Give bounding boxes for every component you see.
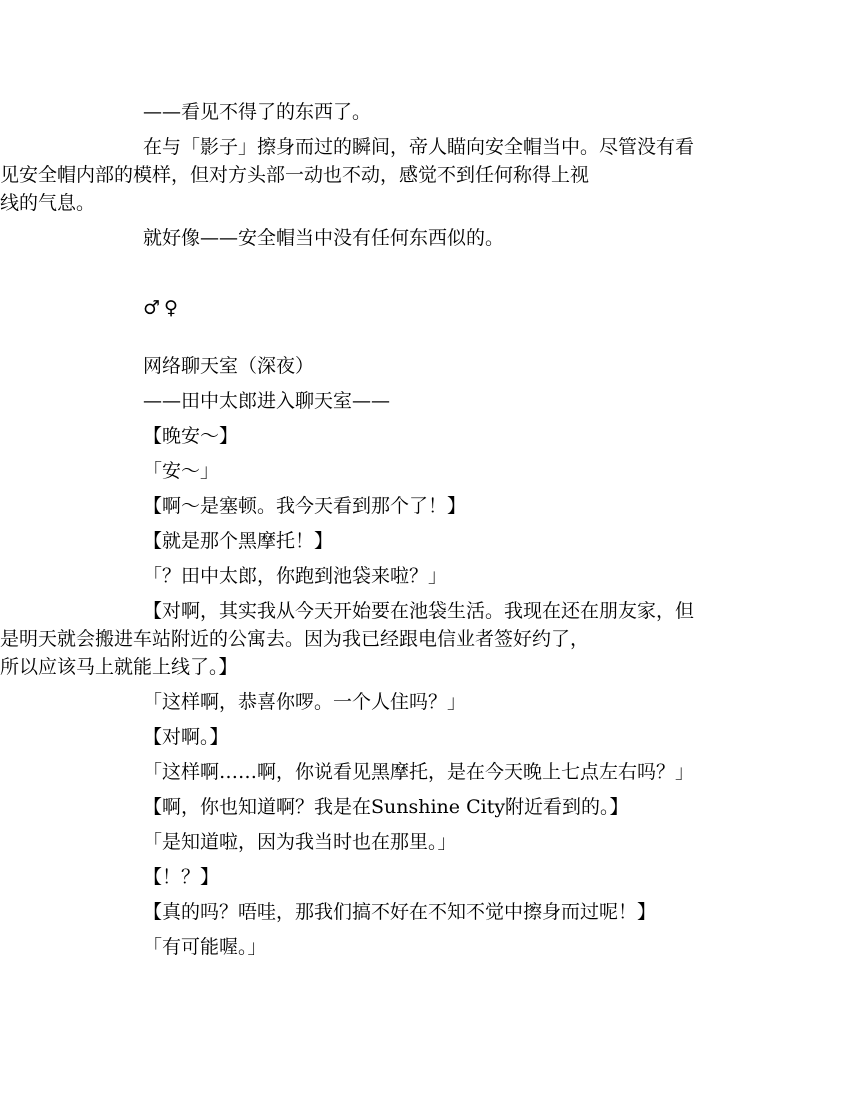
chat-message-3: 【啊～是塞顿。我今天看到那个了！】 xyxy=(143,495,467,517)
chat-message-12: 【！？】 xyxy=(143,866,220,888)
chat-message-14: 「有可能喔。」 xyxy=(143,936,267,958)
chat-room-heading: 网络聊天室（深夜） xyxy=(143,355,315,377)
chat-message-6 xyxy=(0,597,748,681)
chat-message-8: 【对啊。】 xyxy=(143,726,229,748)
chat-message-1: 【晚安～】 xyxy=(143,425,239,447)
paragraph-2-line-3: 线的气息。 xyxy=(0,192,96,214)
document-body xyxy=(0,98,748,961)
chat-message-2: 「安～」 xyxy=(143,460,220,482)
chat-message-9: 「这样啊……啊，你说看见黑摩托，是在今天晚上七点左右吗？」 xyxy=(143,761,695,783)
chat-message-11: 「是知道啦，因为我当时也在那里。」 xyxy=(143,831,457,853)
chat-message-6-line-1: 【对啊，其实我从今天开始要在池袋生活。我现在还在朋友家，但 xyxy=(143,600,695,622)
chat-message-13: 【真的吗？唔哇，那我们搞不好在不知不觉中擦身而过呢！】 xyxy=(143,901,657,923)
chat-system-entry: ——田中太郎进入聊天室—— xyxy=(143,390,391,412)
chat-message-6-line-2: 是明天就会搬进车站附近的公寓去。因为我已经跟电信业者签好约了， xyxy=(0,628,590,650)
paragraph-3: 就好像——安全帽当中没有任何东西似的。 xyxy=(143,227,505,249)
chat-message-7: 「这样啊，恭喜你啰。一个人住吗？」 xyxy=(143,691,467,713)
chat-message-10: 【啊，你也知道啊？我是在Sunshine City附近看到的。】 xyxy=(143,796,629,818)
paragraph-2 xyxy=(0,133,748,217)
chat-message-4: 【就是那个黑摩托！】 xyxy=(143,530,334,552)
chat-message-5: 「？田中太郎，你跑到池袋来啦？」 xyxy=(143,565,448,587)
paragraph-1: ——看见不得了的东西了。 xyxy=(143,101,372,123)
section-break-symbols: ♂♀ xyxy=(143,297,182,319)
paragraph-2-line-2: 见安全帽内部的模样，但对方头部一动也不动，感觉不到任何称得上视 xyxy=(0,164,590,186)
chat-message-6-line-3: 所以应该马上就能上线了。】 xyxy=(0,656,238,678)
paragraph-2-line-1: 在与「影子」擦身而过的瞬间，帝人瞄向安全帽当中。尽管没有看 xyxy=(143,136,695,158)
